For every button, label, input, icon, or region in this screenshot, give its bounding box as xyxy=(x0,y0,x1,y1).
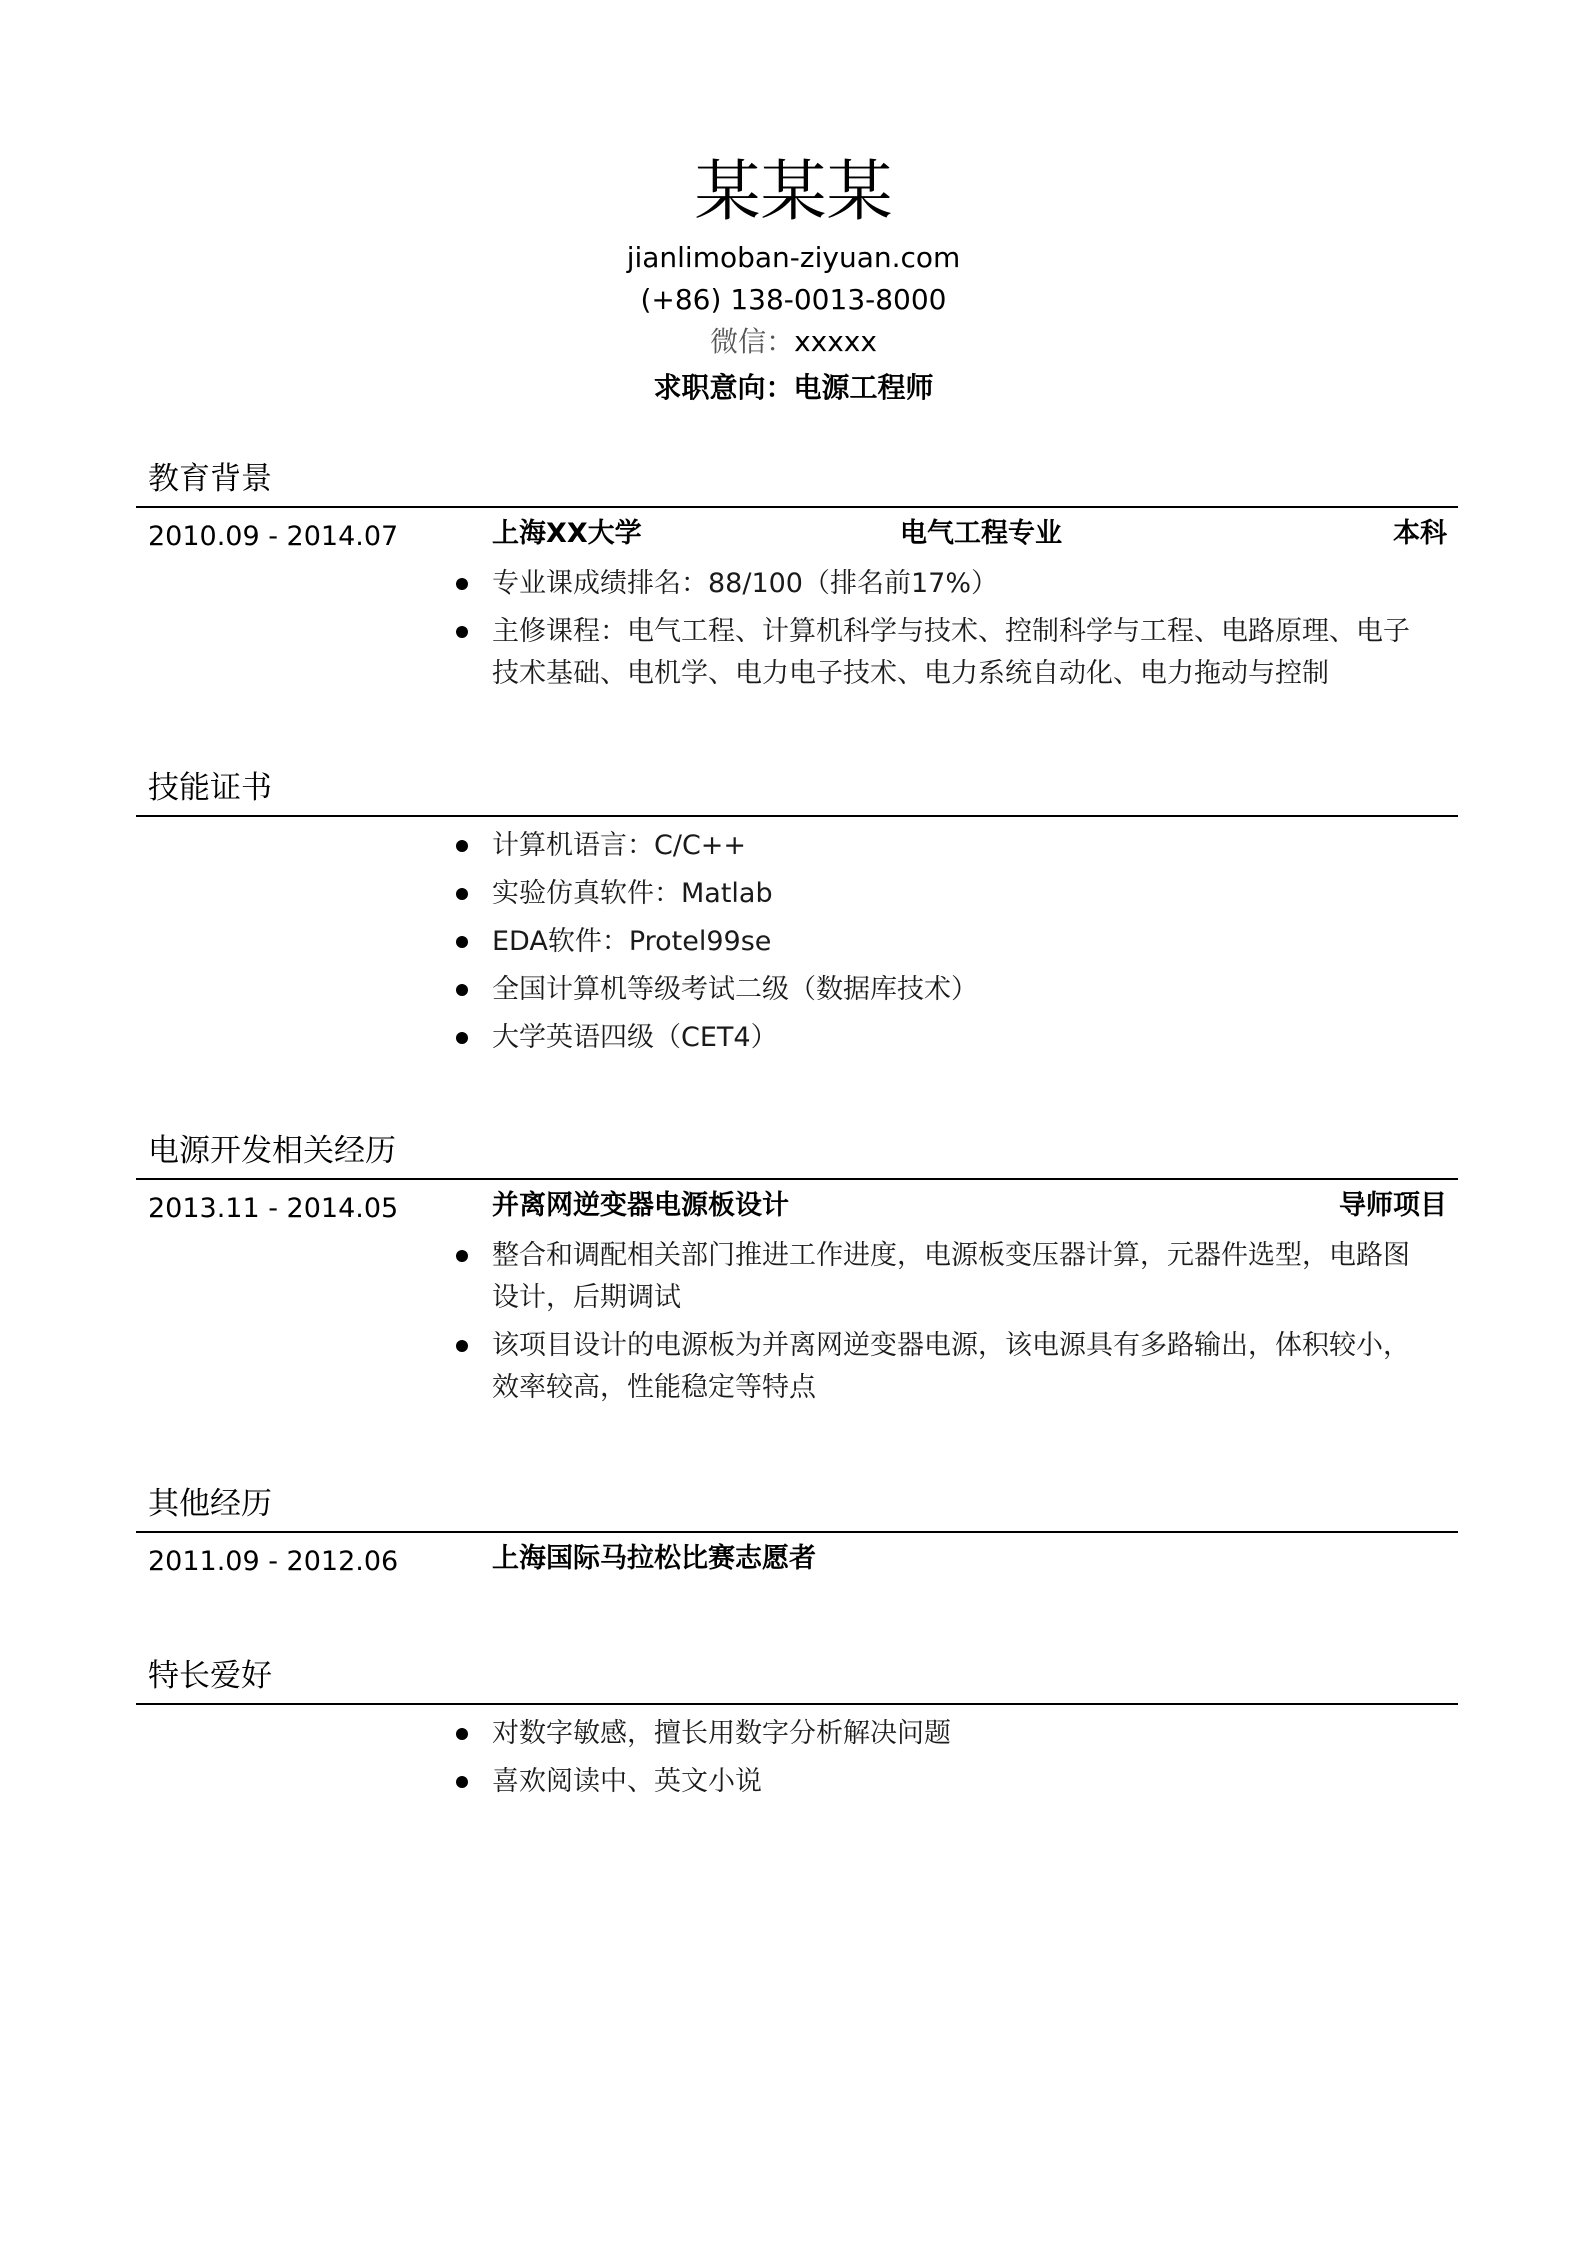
skill-item: EDA软件：Protel99se xyxy=(492,926,772,957)
skill-item: 大学英语四级（CET4） xyxy=(492,1022,778,1053)
candidate-name: 某某某 xyxy=(694,153,893,230)
school-name: 上海XX大学 xyxy=(492,518,642,549)
project-bullet-continuation: 效率较高，性能稳定等特点 xyxy=(492,1372,816,1403)
bullet-dot xyxy=(456,840,468,852)
major-name: 电气工程专业 xyxy=(900,518,1062,549)
project-bullet: 整合和调配相关部门推进工作进度，电源板变压器计算，元器件选型，电路图 xyxy=(492,1240,1410,1271)
project-date: 2013.11 - 2014.05 xyxy=(148,1193,399,1224)
job-objective: 求职意向：电源工程师 xyxy=(653,371,934,404)
wechat-label: 微信： xyxy=(710,325,795,358)
bullet-dot xyxy=(456,1340,468,1352)
project-name: 并离网逆变器电源板设计 xyxy=(492,1190,789,1221)
skill-item: 实验仿真软件：Matlab xyxy=(492,878,773,909)
education-date: 2010.09 - 2014.07 xyxy=(148,521,399,552)
section-title-hobbies: 特长爱好 xyxy=(148,1658,272,1694)
education-bullet: 专业课成绩排名：88/100（排名前17%） xyxy=(492,568,998,599)
section-divider xyxy=(136,1531,1458,1533)
wechat-line xyxy=(0,322,1587,362)
bullet-dot xyxy=(456,578,468,590)
project-bullet: 该项目设计的电源板为并离网逆变器电源，该电源具有多路输出，体积较小， xyxy=(492,1330,1410,1361)
section-title-skills: 技能证书 xyxy=(148,770,272,806)
skill-item: 全国计算机等级考试二级（数据库技术） xyxy=(492,974,978,1005)
activity-name: 上海国际马拉松比赛志愿者 xyxy=(492,1543,816,1574)
bullet-dot xyxy=(456,984,468,996)
activity-date: 2011.09 - 2012.06 xyxy=(148,1546,399,1577)
bullet-dot xyxy=(456,888,468,900)
education-bullet-continuation: 技术基础、电机学、电力电子技术、电力系统自动化、电力拖动与控制 xyxy=(492,658,1329,689)
hobby-item: 喜欢阅读中、英文小说 xyxy=(492,1766,762,1797)
bullet-dot xyxy=(456,936,468,948)
phone-text: (+86) 138-0013-8000 xyxy=(640,283,947,316)
bullet-dot xyxy=(456,626,468,638)
hobby-item: 对数字敏感，擅长用数字分析解决问题 xyxy=(492,1718,951,1749)
bullet-dot xyxy=(456,1250,468,1262)
bullet-dot xyxy=(456,1728,468,1740)
section-title-education: 教育背景 xyxy=(148,461,272,497)
section-divider xyxy=(136,1703,1458,1705)
website-text: jianlimoban-ziyuan.com xyxy=(626,241,961,274)
section-divider xyxy=(136,815,1458,817)
section-title-power-experience: 电源开发相关经历 xyxy=(148,1133,396,1169)
bullet-dot xyxy=(456,1032,468,1044)
section-divider xyxy=(136,1178,1458,1180)
project-role: 导师项目 xyxy=(1339,1190,1447,1221)
wechat-value: xxxxx xyxy=(794,325,877,358)
education-bullet: 主修课程：电气工程、计算机科学与技术、控制科学与工程、电路原理、电子 xyxy=(492,616,1410,647)
project-bullet-continuation: 设计，后期调试 xyxy=(492,1282,681,1313)
bullet-dot xyxy=(456,1776,468,1788)
skill-item: 计算机语言：C/C++ xyxy=(492,830,747,861)
degree-label: 本科 xyxy=(1393,518,1447,549)
section-title-other-experience: 其他经历 xyxy=(148,1486,272,1522)
section-divider xyxy=(136,506,1458,508)
